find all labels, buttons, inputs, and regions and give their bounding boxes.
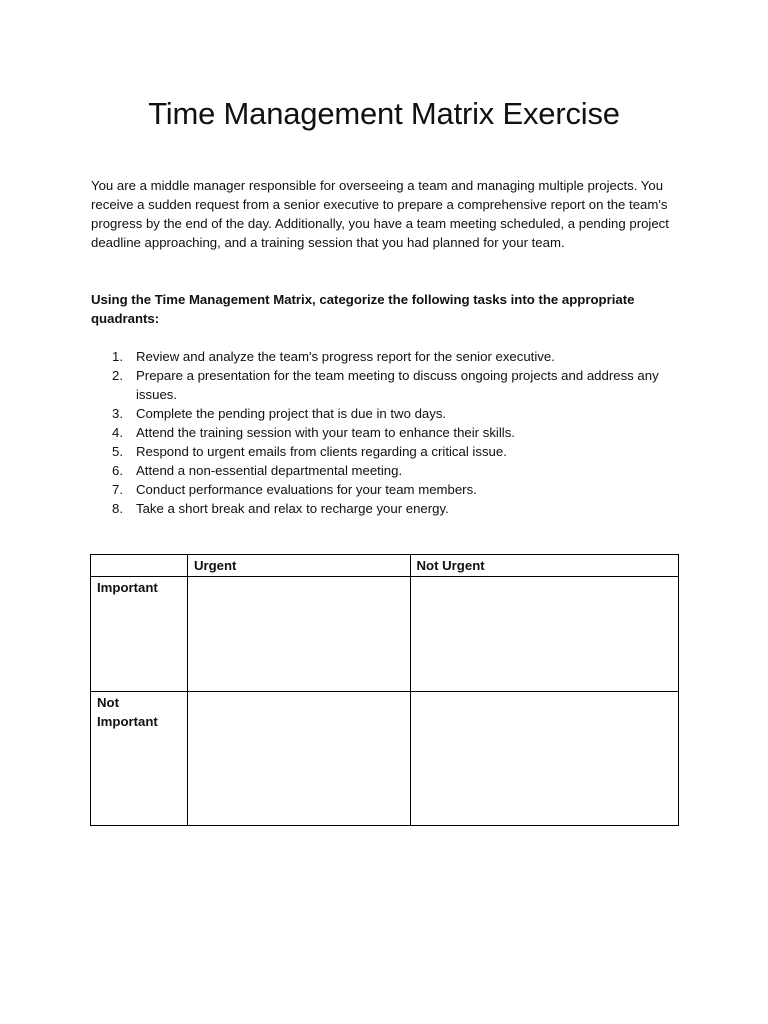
task-number: 2. <box>112 368 123 383</box>
corner-cell <box>91 555 188 577</box>
task-item <box>91 423 681 442</box>
task-number: 1. <box>112 349 123 364</box>
task-number: 7. <box>112 482 123 497</box>
task-text: Attend a non-essential departmental meeting. <box>136 463 403 478</box>
task-text: Attend the training session with your team to enhance their skills. <box>136 425 515 440</box>
table-row-important <box>91 577 679 692</box>
task-number: 8. <box>112 501 123 516</box>
table-row-not-important <box>91 692 679 826</box>
task-text: Review and analyze the team's progress report for the senior executive. <box>136 349 555 364</box>
scenario-paragraph: You are a middle manager responsible for overseeing a team and managing multiple projects. You receive a sudden request from a senior executive to prepare a comprehensive report on the team's progress by the end of the day. Additionally, you have a team meeting scheduled, a pending project deadline approaching, and a training session that you had planned for your team. <box>91 178 669 250</box>
task-text: Complete the pending project that is due in two days. <box>136 406 447 421</box>
task-item <box>91 404 681 423</box>
task-text: Take a short break and relax to recharge your energy. <box>136 501 449 516</box>
task-item <box>91 480 681 499</box>
task-item <box>91 442 681 461</box>
column-header-not-urgent: Not Urgent <box>410 555 678 577</box>
row-header-not-important: Not Important <box>91 692 188 826</box>
time-management-matrix-table <box>90 554 679 826</box>
task-item <box>91 347 681 366</box>
task-text: Prepare a presentation for the team meeting to discuss ongoing projects and address any issues. <box>136 368 659 402</box>
cell-not-important-urgent[interactable] <box>187 692 410 826</box>
task-item <box>91 499 681 518</box>
cell-not-important-not-urgent[interactable] <box>410 692 678 826</box>
table-header-row <box>91 555 679 577</box>
row-header-important: Important <box>91 577 188 692</box>
task-list <box>91 347 681 518</box>
task-number: 5. <box>112 444 123 459</box>
task-number: 4. <box>112 425 123 440</box>
task-item <box>91 461 681 480</box>
instruction-text: Using the Time Management Matrix, categorize the following tasks into the appropriate quadrants: <box>91 292 635 326</box>
column-header-urgent: Urgent <box>187 555 410 577</box>
task-text: Respond to urgent emails from clients regarding a critical issue. <box>136 444 507 459</box>
task-number: 6. <box>112 463 123 478</box>
task-item <box>91 366 681 404</box>
cell-important-urgent[interactable] <box>187 577 410 692</box>
page-title: Time Management Matrix Exercise <box>148 96 620 131</box>
task-number: 3. <box>112 406 123 421</box>
task-text: Conduct performance evaluations for your team members. <box>136 482 477 497</box>
cell-important-not-urgent[interactable] <box>410 577 678 692</box>
